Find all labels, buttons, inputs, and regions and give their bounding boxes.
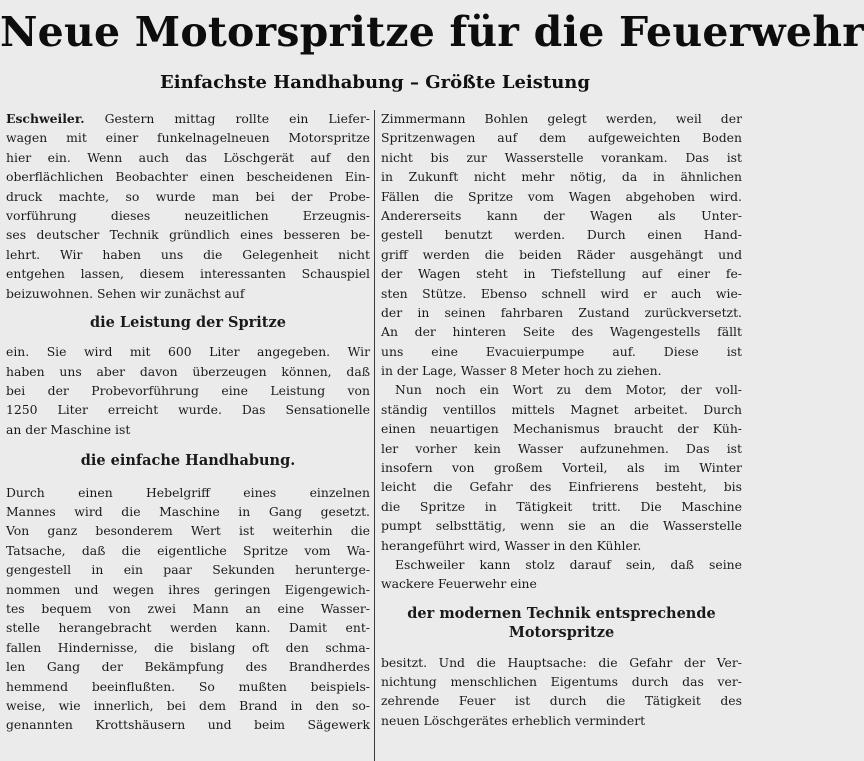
paragraph-line: druck machte, so wurde man bei der Probe- <box>6 188 370 204</box>
paragraph-line: Spritzenwagen auf dem aufgeweichten Boden <box>381 130 742 146</box>
paragraph-line: bei der Probevorführung eine Leistung von <box>6 383 370 399</box>
paragraph-line: 1250 Liter erreicht wurde. Das Sensationelle <box>6 402 370 418</box>
paragraph-line: fallen Hindernisse, die bislang oft den schma- <box>6 639 370 655</box>
paragraph-line: Fällen die Spritze vom Wagen abgehoben wird. <box>381 188 742 204</box>
paragraph-line: insofern von großem Vorteil, als im Winter <box>381 460 742 476</box>
paragraph-line: die Spritze in Tätigkeit tritt. Die Maschine <box>381 498 742 514</box>
paragraph-line: ein. Sie wird mit 600 Liter angegeben. Wir <box>6 344 370 360</box>
paragraph-line: der Wagen steht in Tiefstellung auf einer fe- <box>381 266 742 282</box>
paragraph-line: in der Lage, Wasser 8 Meter hoch zu ziehen. <box>381 363 662 379</box>
paragraph-line: besitzt. Und die Hauptsache: die Gefahr der Ver- <box>381 654 742 670</box>
paragraph-line: der in seinen fahrbaren Zustand zurückversetzt. <box>381 304 742 320</box>
paragraph-line: wagen mit einer funkelnagelneuen Motorspritze <box>6 130 370 146</box>
paragraph-line: Eschweiler kann stolz darauf sein, daß seine <box>395 556 742 572</box>
paragraph-line: An der hinteren Seite des Wagengestells fällt <box>381 324 742 340</box>
column-divider <box>374 110 375 761</box>
section-subheading: die Leistung der Spritze <box>90 313 286 331</box>
paragraph-line: beizuwohnen. Sehen wir zunächst auf <box>6 285 245 301</box>
paragraph-line: Zimmermann Bohlen gelegt werden, weil der <box>381 111 742 126</box>
paragraph-line: hier ein. Wenn auch das Löschgerät auf den <box>6 149 370 165</box>
paragraph-line: neuen Löschgerätes erheblich vermindert <box>381 712 646 728</box>
paragraph-line: Mannes wird die Maschine in Gang gesetzt. <box>6 504 370 520</box>
paragraph-line: sten Stütze. Ebenso schnell wird er auch wie- <box>381 285 742 301</box>
paragraph-line: lehrt. Wir haben uns die Gelegenheit nicht <box>6 246 370 262</box>
section-subheading: Motorspritze <box>508 624 615 642</box>
paragraph-line: Nun noch ein Wort zu dem Motor, der voll- <box>395 382 742 398</box>
paragraph-line: gengestell in ein paar Sekunden herunterge- <box>6 562 370 578</box>
paragraph-line: genannten Krottshäusern und beim Sägewerk <box>6 717 370 733</box>
paragraph-line: pumpt selbsttätig, wenn sie an die Wasserstelle <box>381 518 742 534</box>
dateline-place: Eschweiler. <box>6 111 85 126</box>
paragraph-line: weise, wie innerlich, bei dem Brand in den so- <box>6 697 370 713</box>
paragraph-line: an der Maschine ist <box>6 421 131 437</box>
headline: Neue Motorspritze für die Feuerwehr <box>0 8 864 56</box>
paragraph-line: griff werden die beiden Räder ausgehängt und <box>381 246 742 262</box>
paragraph-line: herangeführt wird, Wasser in den Kühler. <box>381 537 642 553</box>
paragraph-line: entgehen lassen, diesem interessanten Schauspiel <box>6 266 370 282</box>
paragraph-line: nommen und wegen ihres geringen Eigengewich- <box>6 581 370 597</box>
paragraph-line: einen neuartigen Mechanismus braucht der Küh- <box>381 421 742 437</box>
paragraph-line: nicht bis zur Wasserstelle vorankam. Das ist <box>381 149 742 165</box>
paragraph-line: Von ganz besonderem Wert ist weiterhin die <box>6 523 370 539</box>
paragraph-line: Andererseits kann der Wagen als Unter- <box>381 207 742 223</box>
paragraph-line: gestell benutzt werden. Durch einen Hand- <box>381 227 742 243</box>
paragraph-line: Eschweiler. Gestern mittag rollte ein Liefer- <box>6 111 370 126</box>
subheadline: Einfachste Handhabung – Größte Leistung <box>160 72 590 93</box>
paragraph-line: ler vorher kein Wasser aufzunehmen. Das ist <box>381 440 742 456</box>
paragraph-line: haben uns aber davon überzeugen können, daß <box>6 363 370 379</box>
paragraph-line: vorführung dieses neuzeitlichen Erzeugnis- <box>6 207 370 223</box>
paragraph-line: wackere Feuerwehr eine <box>381 576 537 592</box>
left-column <box>6 109 370 735</box>
paragraph-line: uns eine Evacuierpumpe auf. Diese ist <box>381 343 742 359</box>
right-column <box>381 109 742 730</box>
paragraph-line: ses deutscher Technik gründlich eines besseren be- <box>6 227 370 243</box>
paragraph-line: tes bequem von zwei Mann an eine Wasser- <box>6 601 370 617</box>
paragraph-line: Durch einen Hebelgriff eines einzelnen <box>6 484 370 500</box>
paragraph-line: in Zukunft nicht mehr nötig, da in ähnlichen <box>381 169 742 185</box>
paragraph-line: oberflächlichen Beobachter einen bescheidenen Ein- <box>6 169 370 185</box>
paragraph-line: len Gang der Bekämpfung des Brandherdes <box>6 659 370 675</box>
paragraph-line: leicht die Gefahr des Einfrierens besteht, bis <box>381 479 742 495</box>
paragraph-line: hemmend beeinflußten. So mußten beispiels- <box>6 678 370 694</box>
paragraph-line: zehrende Feuer ist durch die Tätigkeit des <box>381 693 742 709</box>
paragraph-line: Tatsache, daß die eigentliche Spritze vom Wa- <box>6 542 370 558</box>
section-subheading: der modernen Technik entsprechende <box>407 604 716 622</box>
paragraph-line: ständig ventillos mittels Magnet arbeitet. Durch <box>381 401 742 417</box>
paragraph-line: nichtung menschlichen Eigentums durch das ver- <box>381 673 742 689</box>
section-subheading: die einfache Handhabung. <box>80 452 296 470</box>
paragraph-line: stelle herangebracht werden kann. Damit ent- <box>6 620 370 636</box>
